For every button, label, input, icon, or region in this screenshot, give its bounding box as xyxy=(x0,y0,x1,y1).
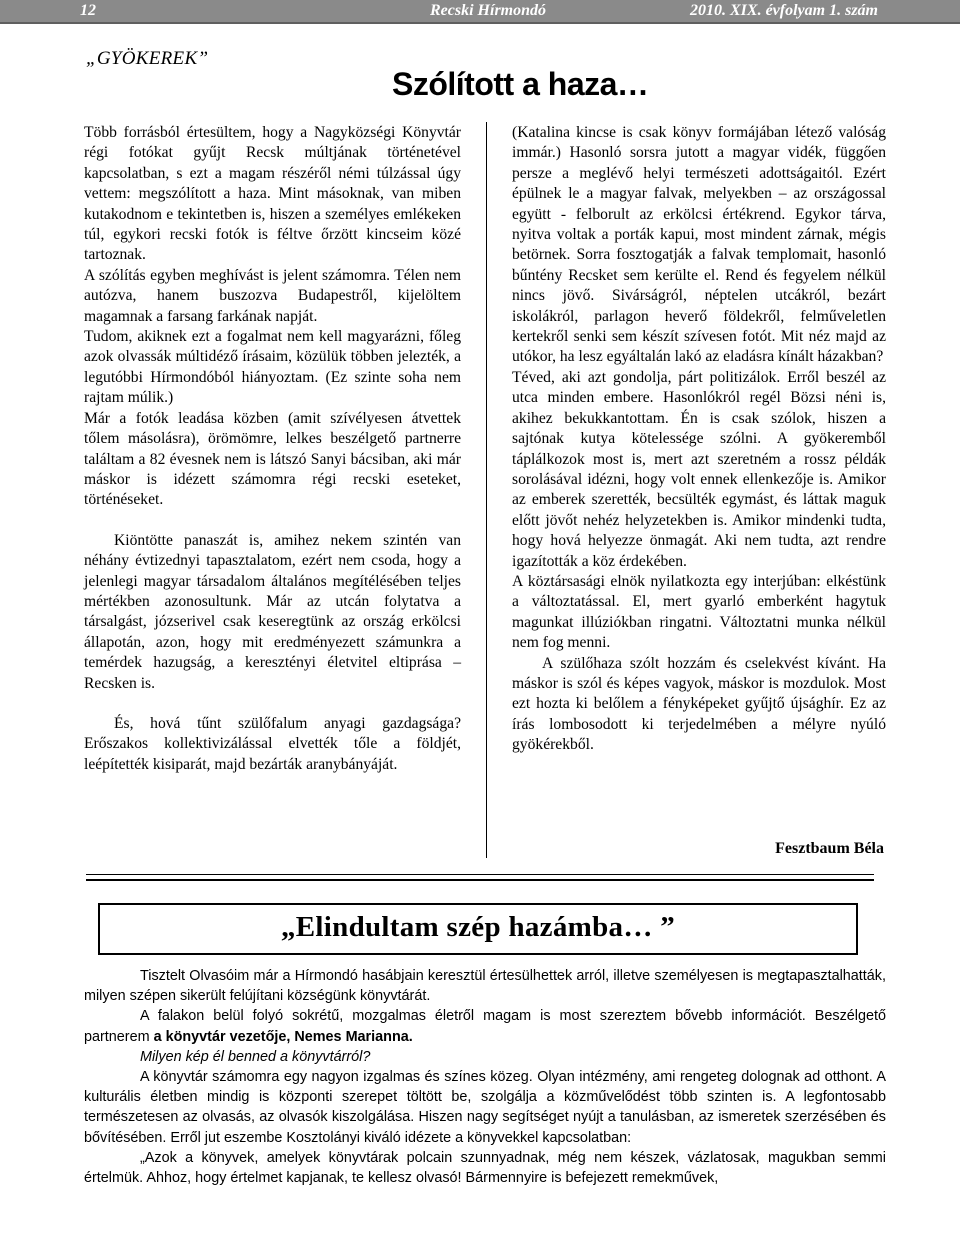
article-kicker: „GYÖKEREK” xyxy=(86,48,209,69)
page-number: 12 xyxy=(80,2,96,19)
paragraph: Tisztelt Olvasóim már a Hírmondó hasábjain keresztül értesülhettek arról, illetve személyesen is megtapasztalhatták, milyen szépen sikerült felújítani községünk könyvtárát. xyxy=(84,968,886,1005)
article-author: Fesztbaum Béla xyxy=(775,840,884,857)
paragraph: Már a fotók leadása közben (amit szívélyesen átvettek tőlem másolásra), örömömre, lelkes beszélgető partnerre találtam a 82 évesnek nem is látszó Sanyi bácsiban, aki már máskor is idézett számomra régi recski eseteket, történéseket. xyxy=(84,409,461,509)
quote: „Azok a könyvek, amelyek könyvtárak polcain szunnyadnak, még nem készek, vázlatosak, magukban semmi értelmük. Ahhoz, hogy értelmet kapjanak, te kellesz olvasó! Bármennyire is befejezett remekművek, xyxy=(84,1149,886,1187)
paragraph: (Katalina kincse is csak könyv formájában létező valóság immár.) Hasonló sorsra jutott a magyar vidék, függően persze a meglévő helyi természeti adottságaitól. Ezért épülnek le a magyar falvak, melyekben – az országossal együtt - felborult az erkölcsi értékrend. Egykor tárva, nyitva voltak a porták kapui, most mindent zárnak, mégis betörnek. Sorra fosztogatják a falvak templomait, hasonló bűntény Recsket sem kerülte el. Rend és fegyelem nélkül nincs jövő. Sivárságról, néptelen utcákról, bezárt iskolákról, parlagon heverő földekről, felműveletlen kertekről senki sem készít szívesen fotót. Mit néz majd az utókor, ha lesz egyáltalán lakó az eladásra kínált házakban? xyxy=(512,124,886,366)
section-divider xyxy=(86,874,874,881)
paragraph-gap xyxy=(84,694,461,714)
paragraph-text: A falakon belül folyó sokrétű, mozgalmas életről magam is most szereztem bővebb információt. Beszélgető partnerem xyxy=(84,1008,886,1045)
paragraph: Tudom, akiknek ezt a fogalmat nem kell magyarázni, főleg azok olvassák múltidéző írásaim, közülük többen jelezték, a legutóbbi Hírmondóból hiányoztam. (Ez szinte soha nem rajtam múlik.) xyxy=(84,328,461,407)
interview-question: Milyen kép él benned a könyvtárról? xyxy=(140,1048,371,1065)
paragraph-gap xyxy=(84,511,461,531)
article-title: Szólított a haza… xyxy=(392,66,649,102)
interviewee-name: a könyvtár vezetője, Nemes Marianna. xyxy=(153,1028,413,1045)
paragraph: Kiöntötte panaszát is, amihez nekem szintén van néhány évtizednyi tapasztalatom, ezért nem csoda, hogy a jelenlegi magyar társadalom általános megítélésében teljes mértékben azonosultunk. Már az utcán folytatva a társalgást, józserivel csak keseregtünk az ország erkölcsi állapotán, azon, hogy mit eredményezett számunkra a temérdek hazugság, a keresztényi életvitel eltiprása – Recsken is. xyxy=(84,531,461,692)
second-article-body xyxy=(84,966,886,1188)
right-column xyxy=(512,123,886,756)
paragraph: És, hová tűnt szülőfalum anyagi gazdagsága? Erőszakos kollektivizálással elvették tőle a földjét, leépítették kisiparát, majd bezárták aranybányáját. xyxy=(84,714,461,773)
second-article-title: „Elindultam szép hazámba… ” xyxy=(98,903,858,955)
paragraph: Több forrásból értesültem, hogy a Nagyközségi Könyvtár régi fotókat gyűjt Recsk múltjának történetével kapcsolatban, s ezt a magam részéről némi túlzással úgy vettem: megszólított a haza. Mint másoknak, van miben kutakodnom e tekintetben is, hiszen a személyes emlékeken túl, egykori recski fotók is féltve őrzött kincseim közé tartoznak. xyxy=(84,124,461,264)
paragraph: Téved, aki azt gondolja, párt politizálok. Erről beszél az utca minden embere. Hasonlókról regél Bözsi néni is, akihez bekukkantottam. Én is csak szólok, hiszen a sajtónak kutya kötelessége szólni. A gyökeremből táplálkozok most is, mert azt szeretném a rossz példák sorolásával idézni, hogy volt ennek ellenkezője is. Amikor az emberek szerették, becsülték egymást, és láttak maguk előtt jövőt nehéz helyzetekben is. Amikor mindenki tudta, hogy hová helyezze önmagát. Aki nem tudta, azt rendre igazították a köz érdekében. xyxy=(512,368,886,570)
paragraph: A köztársasági elnök nyilatkozta egy interjúban: elkéstünk a változtatással. El, mert gyarló emberként hagytuk magunkat illúziókban ringatni. Változtatni munka nélkül nem fog menni. xyxy=(512,572,886,652)
paragraph: A szülőhaza szólt hozzám és cselekvést kívánt. Ha máskor is szól és képes vagyok, máskor is mozdulok. Most ezt hozta ki belőlem a fényképeket gyűjtő újsághír. Ez az írás lombosodott ki terjedelmében a mélyre nyúló gyökérekből. xyxy=(512,654,886,754)
newspaper-name: Recski Hírmondó xyxy=(430,2,547,19)
page-header xyxy=(0,0,960,24)
left-column xyxy=(84,123,461,775)
paragraph xyxy=(84,1006,886,1046)
column-rule xyxy=(486,122,487,858)
paragraph: A könyvtár számomra egy nagyon izgalmas és színes közeg. Olyan intézmény, ami rengeteg dolognak ad otthont. A kulturális életben mindig is központi szerepet töltött be, szolgálja a közművelődést több szinten is. A legfontosabb természetesen az olvasás, az olvasók kiszolgálása. Hiszen nagy segítséget nyújt a tanulásban, az ismeretek szerzésében és bővítésében. Erről jut eszembe Kosztolányi kiváló idézete a könyvekkel kapcsolatban: xyxy=(84,1069,886,1146)
issue-info: 2010. XIX. évfolyam 1. szám xyxy=(690,2,878,19)
paragraph: A szólítás egyben meghívást is jelent számomra. Télen nem autózva, hanem buszozva Budapestről, kijelöltem magamnak a farsang farkának napját. xyxy=(84,266,461,325)
